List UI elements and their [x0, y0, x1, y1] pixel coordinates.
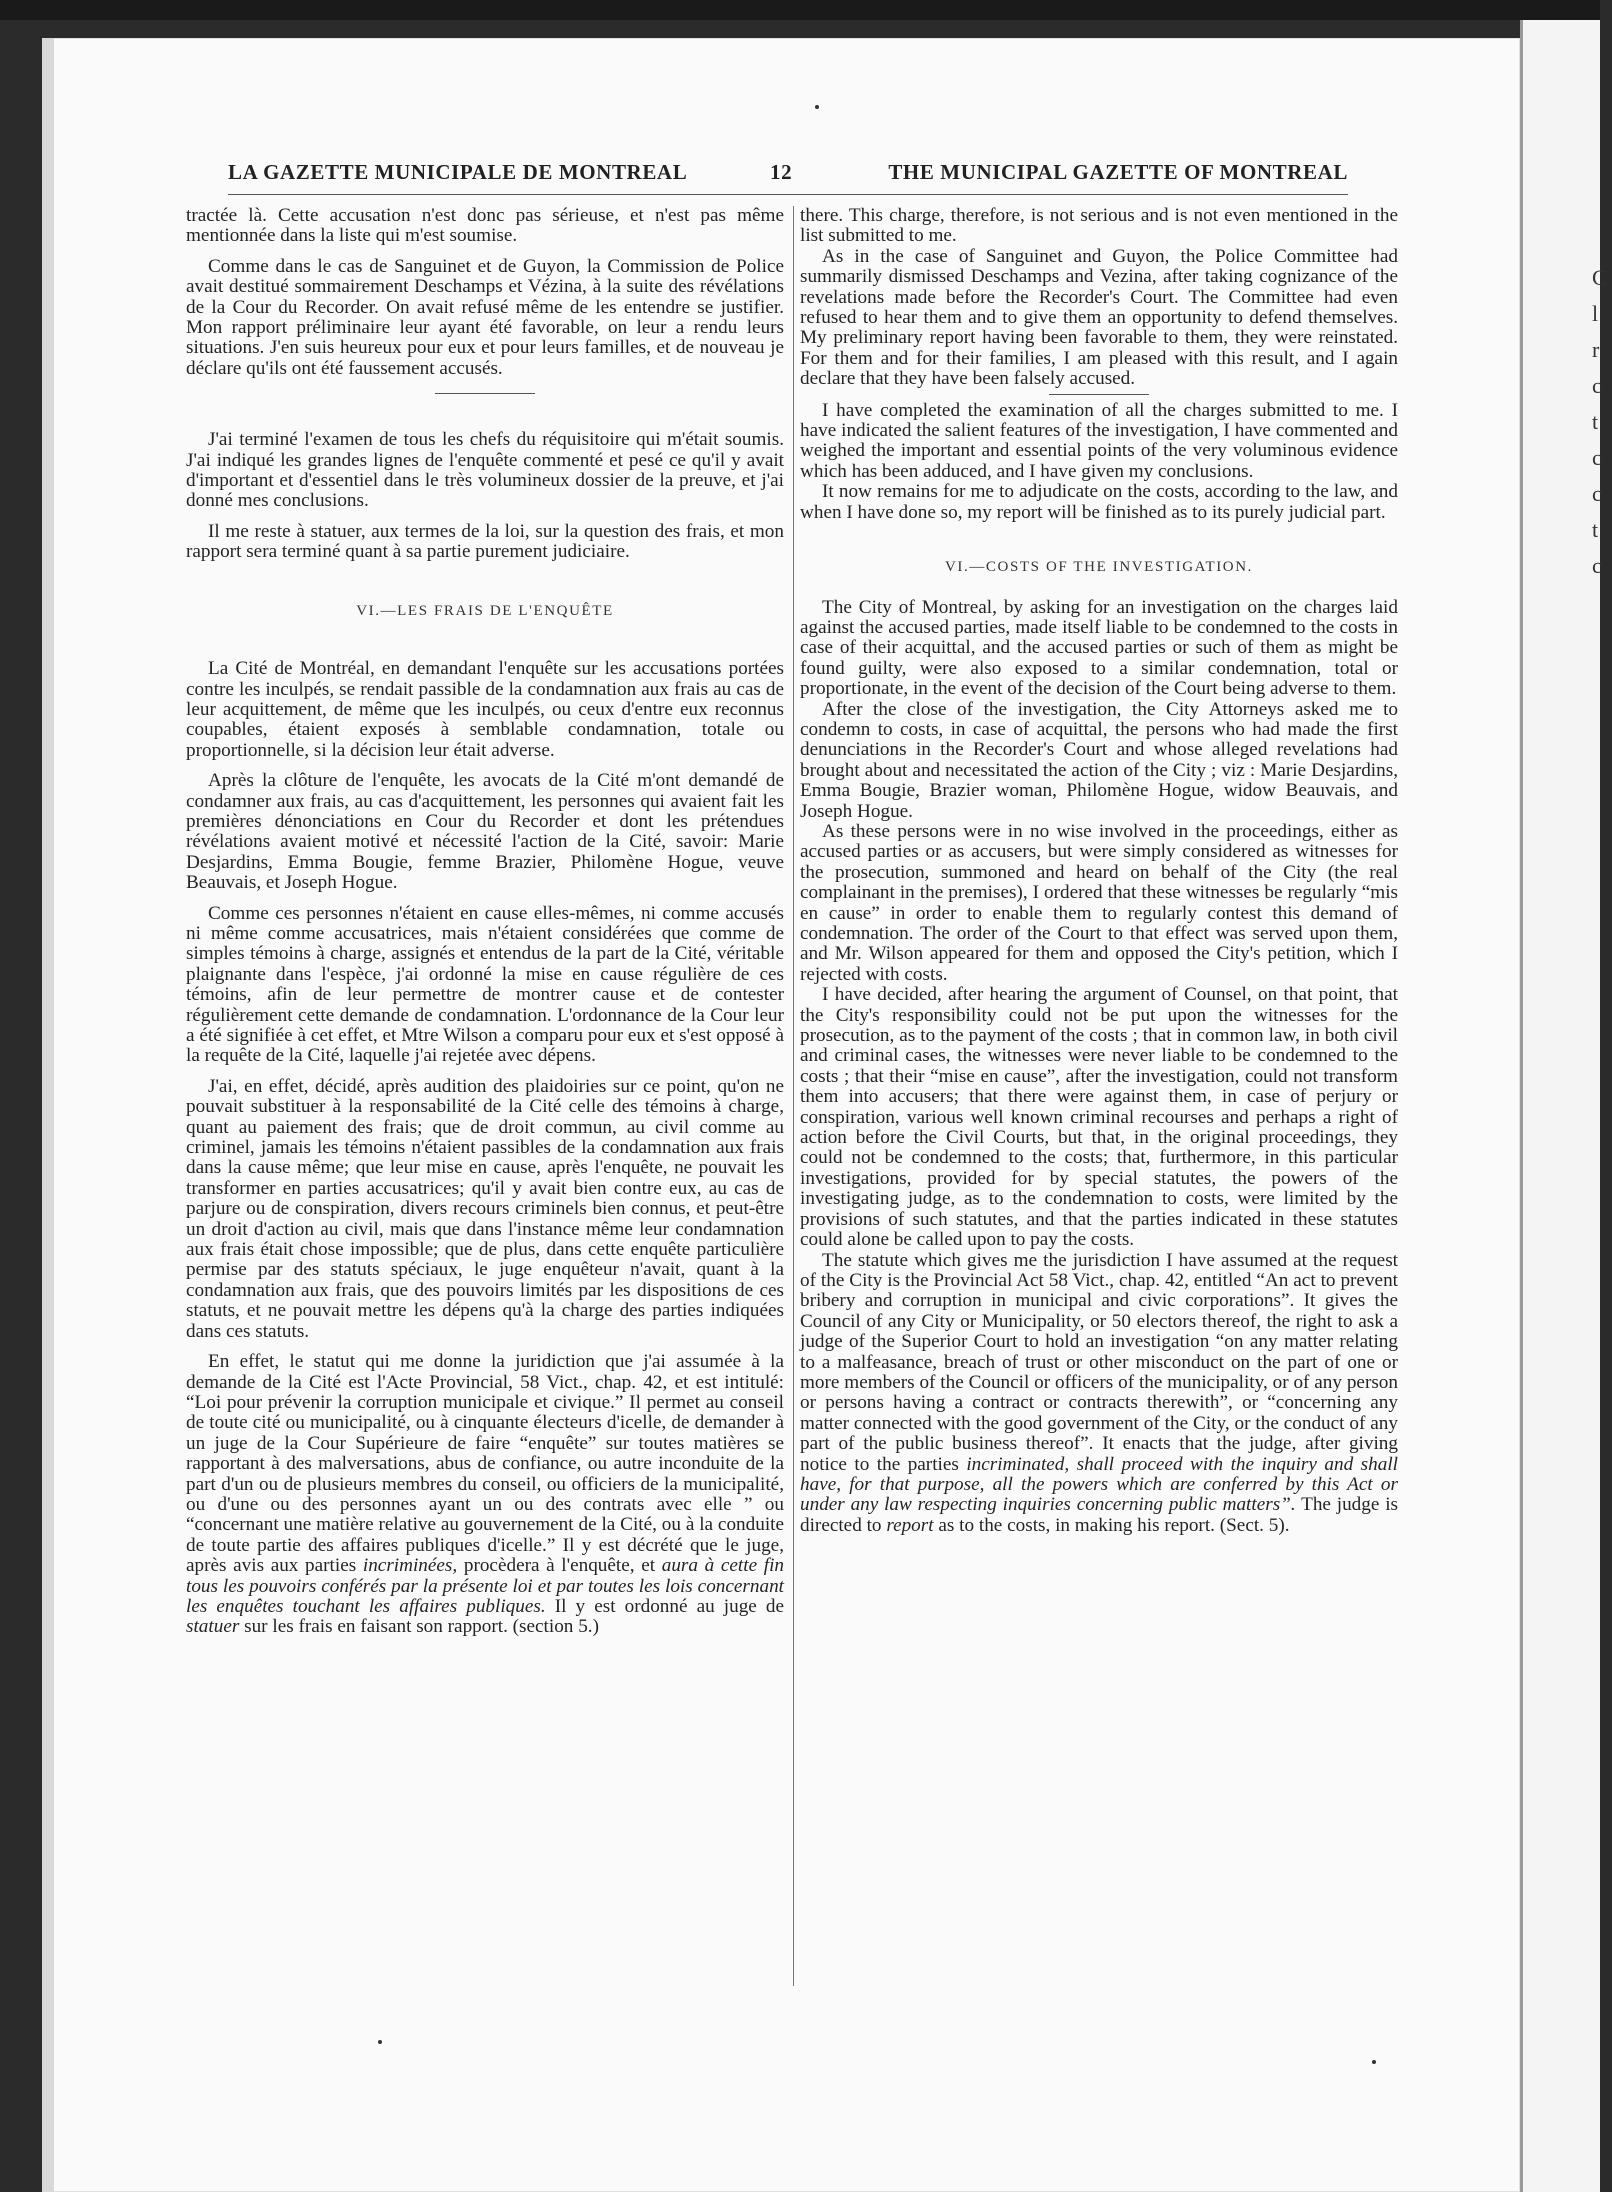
speck-mark — [1372, 2060, 1376, 2064]
adjacent-letter: l — [1592, 301, 1599, 326]
adjacent-letter: r — [1592, 337, 1600, 362]
paragraph: there. This charge, therefore, is not serious and is not even mentioned in the list submitted to me. — [800, 205, 1398, 247]
header-english-title: THE MUNICIPAL GAZETTE OF MONTREAL — [888, 160, 1348, 184]
column-divider — [793, 206, 794, 1986]
paragraph — [800, 1251, 1398, 1537]
scanner-top-border — [0, 0, 1600, 20]
section-heading: VI.—LES FRAIS DE L'ENQUÊTE — [356, 602, 614, 619]
text-run: as to the costs, in making his report. (Sect. 5). — [938, 1514, 1290, 1536]
italic-text-run: report — [886, 1514, 934, 1536]
adjacent-page-strip — [1520, 20, 1607, 2192]
adjacent-letter: c — [1592, 481, 1602, 506]
speck-mark — [378, 2040, 382, 2044]
section-separator — [435, 393, 535, 394]
text-run: The statute which gives me the jurisdiction I have assumed at the request of the City is the Provincial Act 58 Vict., chap. 42, entitled “An act to prevent bribery and corruption in municipal and civic corporations”. It gives the Council of any City or Municipality, or 50 electors thereof, the right to ask a judge of the Superior Court to hold an investigation “on any matter relating to a malfeasance, breach of trust or other misconduct on the part of one or more members of the Council or officers of the municipality, or of any person or persons having a contract or contracts therewith”, or “concerning any matter connected with the good government of the City, or the conduct of any part of the public business thereof”. It enacts that the judge, after giving notice to the parties — [800, 1249, 1398, 1475]
section-heading: VI.—COSTS OF THE INVESTIGATION. — [944, 559, 1254, 576]
paragraph: Après la clôture de l'enquête, les avocats de la Cité m'ont demandé de condamner aux frais, au cas d'acquittement, les personnes qui avaient fait les premières dénonciations en Cour du Recorder et dont les prétendues révélations avaient motivé et nécessité l'action de la Cité, savoir: Marie Desjardins, Emma Bougie, femme Brazier, Philomène Hogue, veuve Beauvais, et Joseph Hogue. — [186, 770, 784, 894]
binding-shadow — [42, 38, 54, 2192]
paragraph: The City of Montreal, by asking for an investigation on the charges laid against the accused parties, made itself liable to be condemned to the costs in case of their acquittal, and the accused parties or such of them as might be found guilty, were also exposed to a similar condemnation, total or proportionate, in the event of the decision of the Court being adverse to them. — [800, 596, 1398, 700]
paragraph: After the close of the investigation, the City Attorneys asked me to condemn to costs, in case of acquittal, the persons who had made the first denunciations in the Recorder's Court and whose alleged revelations had brought about and necessitated the action of the City ; viz : Marie Desjardins, Emma Bougie, Brazier woman, Philomène Hogue, widow Beauvais, and Joseph Hogue. — [800, 698, 1398, 822]
header-rule — [228, 194, 1348, 195]
paragraph — [186, 1352, 784, 1638]
adjacent-letter: C — [1592, 265, 1607, 290]
header-french-title: LA GAZETTE MUNICIPALE DE MONTREAL — [228, 160, 688, 184]
text-run: Il y est ordonné au juge de — [554, 1595, 785, 1617]
section-separator — [1049, 394, 1149, 395]
page-edge — [1520, 20, 1523, 2192]
speck-mark — [815, 105, 819, 109]
italic-text-run: incriminées, — [362, 1555, 458, 1577]
paragraph: As in the case of Sanguinet and Guyon, the Police Committee had summarily dismissed Deschamps and Vezina, after taking cognizance of the revelations made before the Recorder's Court. The Committee had even refused to hear them and to give them an opportunity to defend themselves. My preliminary report having been favorable to them, they were reinstated. For them and for their families, I am pleased with this result, and I again declare that they have been falsely accused. — [800, 245, 1398, 390]
paragraph: Comme dans le cas de Sanguinet et de Guyon, la Commission de Police avait destitué sommairement Deschamps et Vézina, à la suite des révélations de la Cour du Recorder. On avait refusé même de les entendre se justifier. Mon rapport préliminaire leur ayant été favorable, on leur a rendu leurs situations. J'en suis heureux pour eux et pour leurs familles, et de nouveau je déclare qu'ils ont été faussement accusés. — [186, 255, 784, 379]
paragraph: It now remains for me to adjudicate on the costs, according to the law, and when I have done so, my report will be finished as to its purely judicial part. — [800, 481, 1398, 523]
paragraph: Comme ces personnes n'étaient en cause elles-mêmes, ni comme accusés ni même comme accusatrices, mais n'étaient considérées que comme de simples témoins à charge, assignés et entendus de la part de la Cité, véritable plaignante dans l'espèce, j'ai ordonné la mise en cause régulière de ces témoins, afin de leur permettre de montrer cause et de contester régulièrement cette demande de condamnation. L'ordonnance de la Cour leur a été signifiée à cet effet, et Mtre Wilson a comparu pour eux et s'est opposé à la requête de la Cité, laquelle j'ai rejetée avec dépens. — [186, 902, 784, 1067]
adjacent-letter: t — [1592, 409, 1599, 434]
text-run: procèdera à l'enquête, et — [463, 1555, 656, 1577]
paragraph: La Cité de Montréal, en demandant l'enquête sur les accusations portées contre les inculpés, se rendait passible de la condamnation aux frais au cas de leur acquittement, de même que les inculpés, ou ceux d'entre eux reconnus coupables, étaient exposés à semblable condamnation, totale ou proportionnelle, si la décision leur était adverse. — [186, 658, 784, 761]
adjacent-letter: t — [1592, 517, 1599, 542]
running-header — [228, 160, 1348, 188]
adjacent-page-letters — [1592, 260, 1612, 584]
paragraph: As these persons were in no wise involved in the proceedings, either as accused parties or as accusers, but were simply considered as witnesses for the prosecution, summoned and heard on behalf of the City (the real complainant in the premises), I ordered that these witnesses be regularly “mis en cause” in order to enable them to regularly contest this demand of condemnation. The order of the Court to that effect was served upon them, and Mr. Wilson appeared for them and opposed the City's petition, which I rejected with costs. — [800, 820, 1398, 985]
text-run: sur les frais en faisant son rapport. (section 5.) — [244, 1616, 599, 1638]
paragraph: J'ai, en effet, décidé, après audition des plaidoiries sur ce point, qu'on ne pouvait substituer à la responsabilité de la Cité celle des témoins à charge, quant au paiement des frais; que de droit commun, au civil comme au criminel, jamais les témoins n'étaient passibles de la condamnation aux frais dans la cause même; que leur mise en cause, après l'enquête, ne pouvait les transformer en parties accusatrices; qu'il y avait bien contre eux, au cas de parjure ou de conspiration, divers recours criminels bien connus, et peut-être un droit d'action au civil, mais que dans l'instance même leur condamnation aux frais était chose impossible; que de plus, dans cette enquête particulière permise par des statuts spéciaux, le juge enquêteur n'avait, quant à la condamnation aux frais, que des pouvoirs limités par les dispositions de ces statuts, et ne pouvait mettre les dépens qu'à la charge des parties indiquées dans ces statuts. — [186, 1075, 784, 1342]
text-run: En effet, le statut qui me donne la juridiction que j'ai assumée à la demande de la Cité est l'Acte Provincial, 58 Vict., chap. 42, et est intitulé: “Loi pour prévenir la corruption municipale et civique.” Il permet au conseil de toute cité ou municipalité, ou à cinquante électeurs d'icelle, de demander à un juge de la Cour Supérieure de faire “enquête” sur toutes matières se rapportant à des malversations, abus de confiance, ou autre inconduite de la part d'un ou de plusieurs membres du conseil, ou officiers de la municipalité, ou d'une ou des personnes ayant un ou des contrats avec elle ” ou “concernant une matière relative au gouvernement de la Cité, ou à la conduite de toute partie des affaires publiques d'icelle.” Il y est décrété que le juge, après avis aux parties — [186, 1351, 784, 1577]
italic-text-run: incriminated, shall proceed with the inquiry and shall have, for that purpose, all the powers which are conferred by this Act or under any law respecting inquiries concerning public matters”. — [800, 1453, 1398, 1516]
english-column — [800, 206, 1398, 1536]
paragraph: J'ai terminé l'examen de tous les chefs du réquisitoire qui m'était soumis. J'ai indiqué les grandes lignes de l'enquête commenté et pesé ce qu'il y avait d'important et d'essentiel dans le très volumineux dossier de la preuve, et j'ai donné mes conclusions. — [186, 429, 784, 512]
italic-text-run: aura à cette fin tous les pouvoirs conférés par la présente loi et par toutes les lois concernant les enquêtes touchant les affaires publiques. — [186, 1555, 784, 1617]
paragraph: I have decided, after hearing the argument of Counsel, on that point, that the City's responsibility could not be put upon the witnesses for the prosecution, as to the payment of the costs ; that in common law, in both civil and criminal cases, the witnesses were never liable to be condemned to the costs ; that their “mise en cause”, after the investigation, could not transform them into accusers; that there were against them, in case of perjury or conspiration, various well known criminal recourses and perhaps a right of action before the Civil Courts, but that, in the original proceedings, they could not be condemned to the costs; that, furthermore, in this particular investigations, provided for by special statutes, the powers of the investigating judge, as to the condemnation to costs, were limited by the provisions of such statutes, and that the parties indicated in these statutes could alone be called upon to pay the costs. — [800, 984, 1398, 1251]
paragraph: I have completed the examination of all the charges submitted to me. I have indicated the salient features of the investigation, I have commented and weighed the important and essential points of the very voluminous evidence which has been adduced, and I have given my conclusions. — [800, 399, 1398, 482]
text-run: The judge is directed to — [800, 1494, 1398, 1536]
adjacent-letter: c — [1592, 373, 1602, 398]
french-column — [186, 206, 784, 1648]
adjacent-letter: c — [1592, 553, 1602, 578]
adjacent-letter: c — [1592, 445, 1602, 470]
paragraph: Il me reste à statuer, aux termes de la loi, sur la question des frais, et mon rapport sera terminé quant à sa partie purement judiciaire. — [186, 520, 784, 563]
page-number: 12 — [770, 160, 793, 184]
italic-text-run: statuer — [186, 1616, 240, 1638]
paragraph: tractée là. Cette accusation n'est donc pas sérieuse, et n'est pas même mentionnée dans la liste qui m'est soumise. — [186, 205, 784, 247]
